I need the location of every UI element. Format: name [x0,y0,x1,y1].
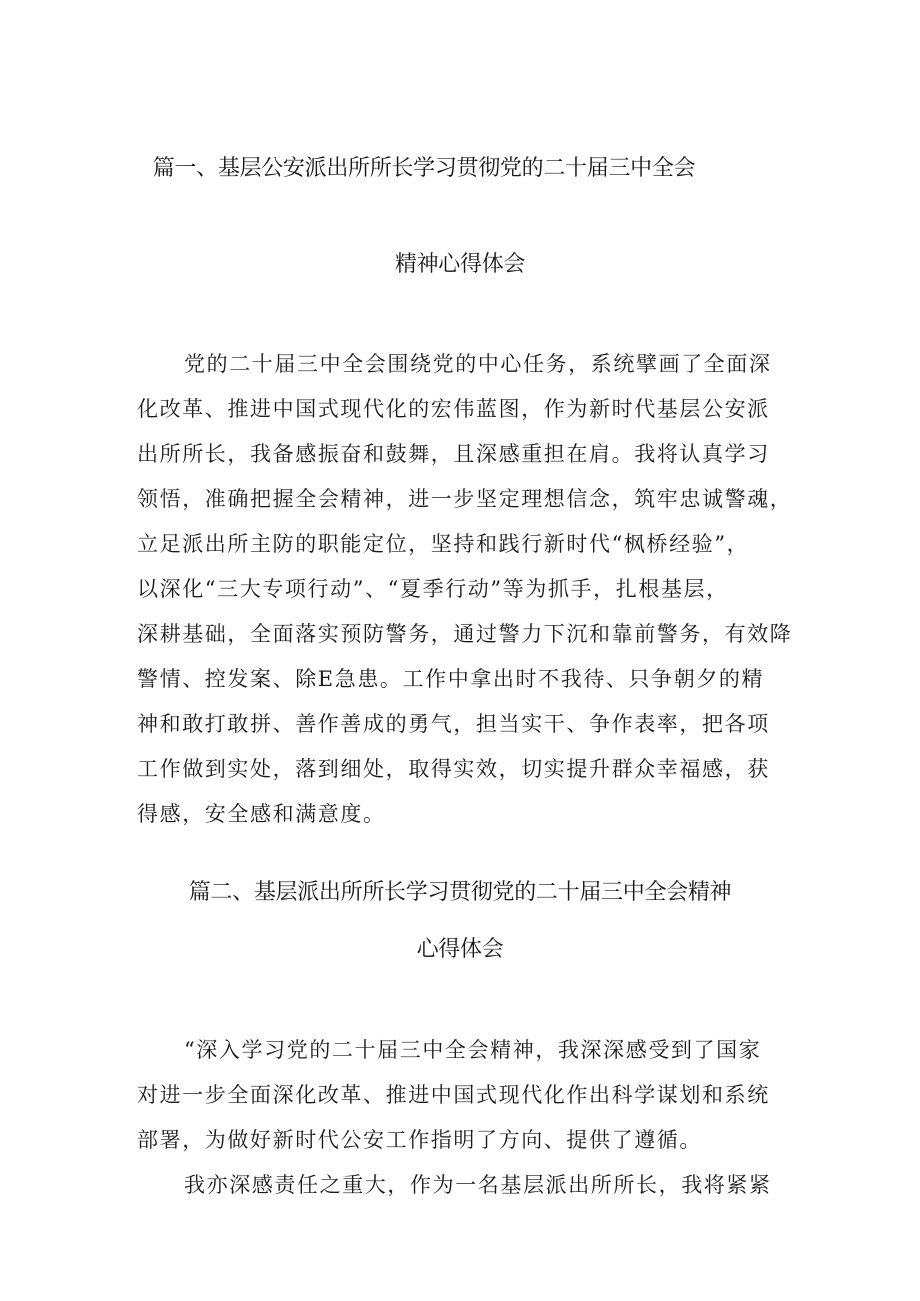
section1-body-line: 神和敢打敢拼、善作善成的勇气，担当实干、争作表率，把各项 [137,712,770,736]
section1-body-line: 以深化“三大专项行动”、“夏季行动”等为抓手，扎根基层， [137,577,729,601]
section1-title-line2: 精神心得体会 [394,252,526,277]
section1-body-line: 立足派出所主防的职能定位，坚持和践行新时代“枫桥经验”， [137,532,750,556]
section1-body-line: 党的二十届三中全会围绕党的中心任务，系统擘画了全面深 [184,352,772,376]
section2-body-line: 部署，为做好新时代公安工作指明了方向、提供了遵循。 [137,1128,702,1152]
section1-body-line: 化改革、推进中国式现代化的宏伟蓝图，作为新时代基层公安派 [137,397,770,421]
section1-body-line: 工作做到实处，落到细处，取得实效，切实提升群众幸福感，获 [137,757,770,781]
section1-body-line: 警情、控发案、除E急患。工作中拿出时不我待、只争朝夕的精 [137,667,765,691]
section1-body-line: 深耕基础，全面落实预防警务，通过警力下沉和靠前警务，有效降 [137,622,793,646]
section1-title-line1: 篇一、基层公安派出所所长学习贯彻党的二十届三中全会 [152,156,696,181]
section2-body-line: 我亦深感责任之重大，作为一名基层派出所所长，我将紧紧 [184,1173,772,1197]
section1-body-line: 得感，安全感和满意度。 [137,802,386,826]
section1-body-line: 出所所长，我备感振奋和鼓舞，且深感重担在肩。我将认真学习 [137,442,770,466]
section2-title-line2: 心得体会 [416,937,504,962]
section2-title-line1: 篇二、基层派出所所长学习贯彻党的二十届三中全会精神 [188,880,732,905]
section2-body-line: “深入学习党的二十届三中全会精神，我深深感受到了国家 [184,1038,762,1062]
section1-body-line: 领悟，准确把握全会精神，进一步坚定理想信念，筑牢忠诚警魂， [137,487,793,511]
section2-body-line: 对进一步全面深化改革、推进中国式现代化作出科学谋划和系统 [137,1083,770,1107]
